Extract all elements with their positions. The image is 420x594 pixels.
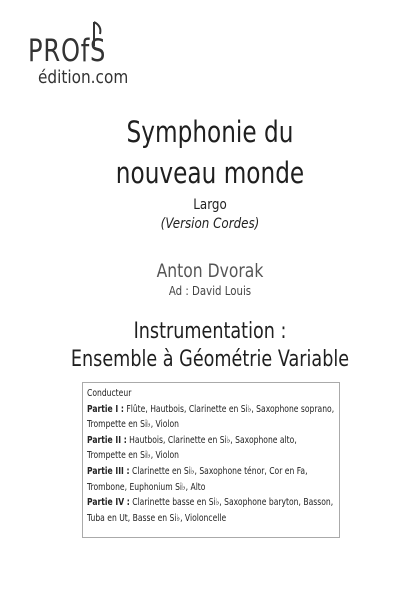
instrumentation-line-1: Instrumentation : (133, 319, 287, 344)
title-line-1: Symphonie du (126, 115, 294, 149)
composer-name: Anton Dvorak (156, 260, 264, 282)
part-instruments: Clarinette en Si♭, Saxophone ténor, Cor en Fa, Trombone, Euphonium Si♭, Alto (87, 465, 308, 493)
publisher-logo (28, 14, 168, 94)
instrumentation-line-2: Ensemble à Géométrie Variable (70, 347, 350, 372)
part-label: Partie II : (87, 434, 127, 446)
instrumentation-heading (42, 318, 378, 374)
part-entry (87, 402, 337, 433)
part-label: Partie IV : (87, 497, 130, 509)
movement-name: Largo (193, 197, 227, 213)
logo-wordmark: PROfS (28, 33, 107, 69)
conductor-label: Conducteur (87, 388, 132, 399)
version-note: (Version Cordes) (160, 216, 260, 232)
title-line-2: nouveau monde (115, 156, 305, 190)
score-title (42, 112, 378, 194)
parts-list-box (82, 382, 340, 538)
part-instruments: Clarinette basse en Si♭, Saxophone baryton, Basson, Tuba en Ut, Basse en Si♭, Violoncelle (87, 497, 334, 524)
logo-domain: édition.com (38, 67, 129, 88)
part-label: Partie I : (87, 403, 124, 415)
part-instruments: Flûte, Hautbois, Clarinette en Si♭, Saxophone soprano, Trompette en Si♭, Violon (87, 403, 335, 431)
arranger-credit: Ad : David Louis (168, 284, 252, 298)
part-instruments: Hautbois, Clarinette en Si♭, Saxophone alto, Trompette en Si♭, Violon (87, 434, 297, 462)
part-entry (87, 495, 337, 526)
part-label: Partie III : (87, 465, 130, 477)
part-entry (87, 433, 337, 464)
part-entry (87, 464, 337, 495)
